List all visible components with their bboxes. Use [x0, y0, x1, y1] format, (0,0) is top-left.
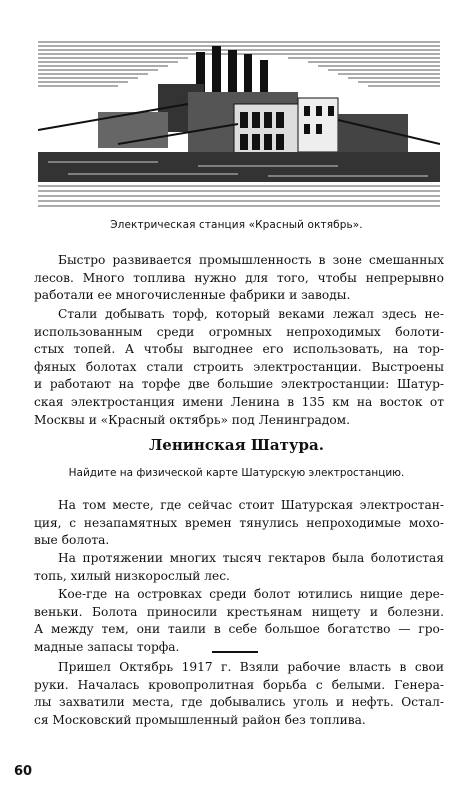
text-line: На протяжении многих тысяч гектаров была болотистая	[58, 551, 444, 565]
text-line: фяных болотах стали строить электростанции. Выстроены	[34, 359, 444, 374]
text-line: ся Московский промышленный район без топлива.	[34, 712, 366, 727]
section-heading: Ленинская Шатура.	[149, 436, 324, 454]
text-line: Москвы и «Красный октябрь» под Ленинградом.	[34, 412, 351, 427]
text-line: Быстро развивается промышленность в зоне смешанных	[58, 253, 444, 267]
engraving-sky-hatching	[38, 42, 440, 86]
paragraph-1	[34, 252, 444, 305]
paragraph-2	[34, 306, 444, 429]
paragraph-4	[34, 550, 444, 585]
text-line: топь, хилый низкорослый лес.	[34, 568, 230, 583]
text-line: вые болота.	[34, 533, 110, 548]
text-line: работали ее многочисленные фабрики и заводы.	[34, 288, 351, 303]
section-divider	[212, 651, 258, 653]
text-line: На том месте, где сейчас стоит Шатурская электростан-	[58, 498, 444, 512]
text-line: и работают на торфе две большие электростанции: Шатур-	[34, 377, 444, 392]
factory-buildings	[98, 84, 408, 160]
text-line: Кое-где на островках среди болот ютились нищие дере-	[58, 587, 444, 601]
text-line: руки. Началась кровопролитная борьба с белыми. Генера-	[34, 677, 444, 692]
power-station-illustration	[38, 34, 440, 210]
ground-and-water	[38, 152, 440, 206]
text-line: мадные запасы торфа.	[34, 639, 180, 654]
page-number: 60	[14, 764, 33, 779]
text-line: веньки. Болота приносили крестьянам нищету и болезни.	[34, 604, 444, 619]
text-line: использованным среди огромных непроходимых болоти-	[34, 324, 444, 339]
paragraph-3	[34, 497, 444, 550]
text-line: ская электростанция имени Ленина в 135 км на восток от	[34, 394, 444, 409]
text-line: ция, с незапамятных времен тянулись непроходимые мохо-	[34, 515, 444, 530]
paragraph-6	[34, 659, 444, 729]
illustration-caption: Электрическая станция «Красный октябрь».	[110, 219, 363, 231]
section-instruction: Найдите на физической карте Шатурскую электростанцию.	[68, 467, 405, 479]
text-line: лы захватили места, где добывались уголь и нефть. Остал-	[34, 695, 444, 710]
text-line: А между тем, они таили в себе большое богатство — гро-	[34, 622, 444, 637]
text-line: стых топей. А чтобы выгоднее его использовать, на тор-	[34, 342, 444, 357]
paragraph-5	[34, 586, 444, 656]
text-line: Стали добывать торф, который веками лежал здесь не-	[58, 307, 444, 321]
text-line: Пришел Октябрь 1917 г. Взяли рабочие власть в свои	[58, 660, 444, 674]
text-line: лесов. Много топлива нужно для того, чтобы непрерывно	[34, 270, 444, 285]
